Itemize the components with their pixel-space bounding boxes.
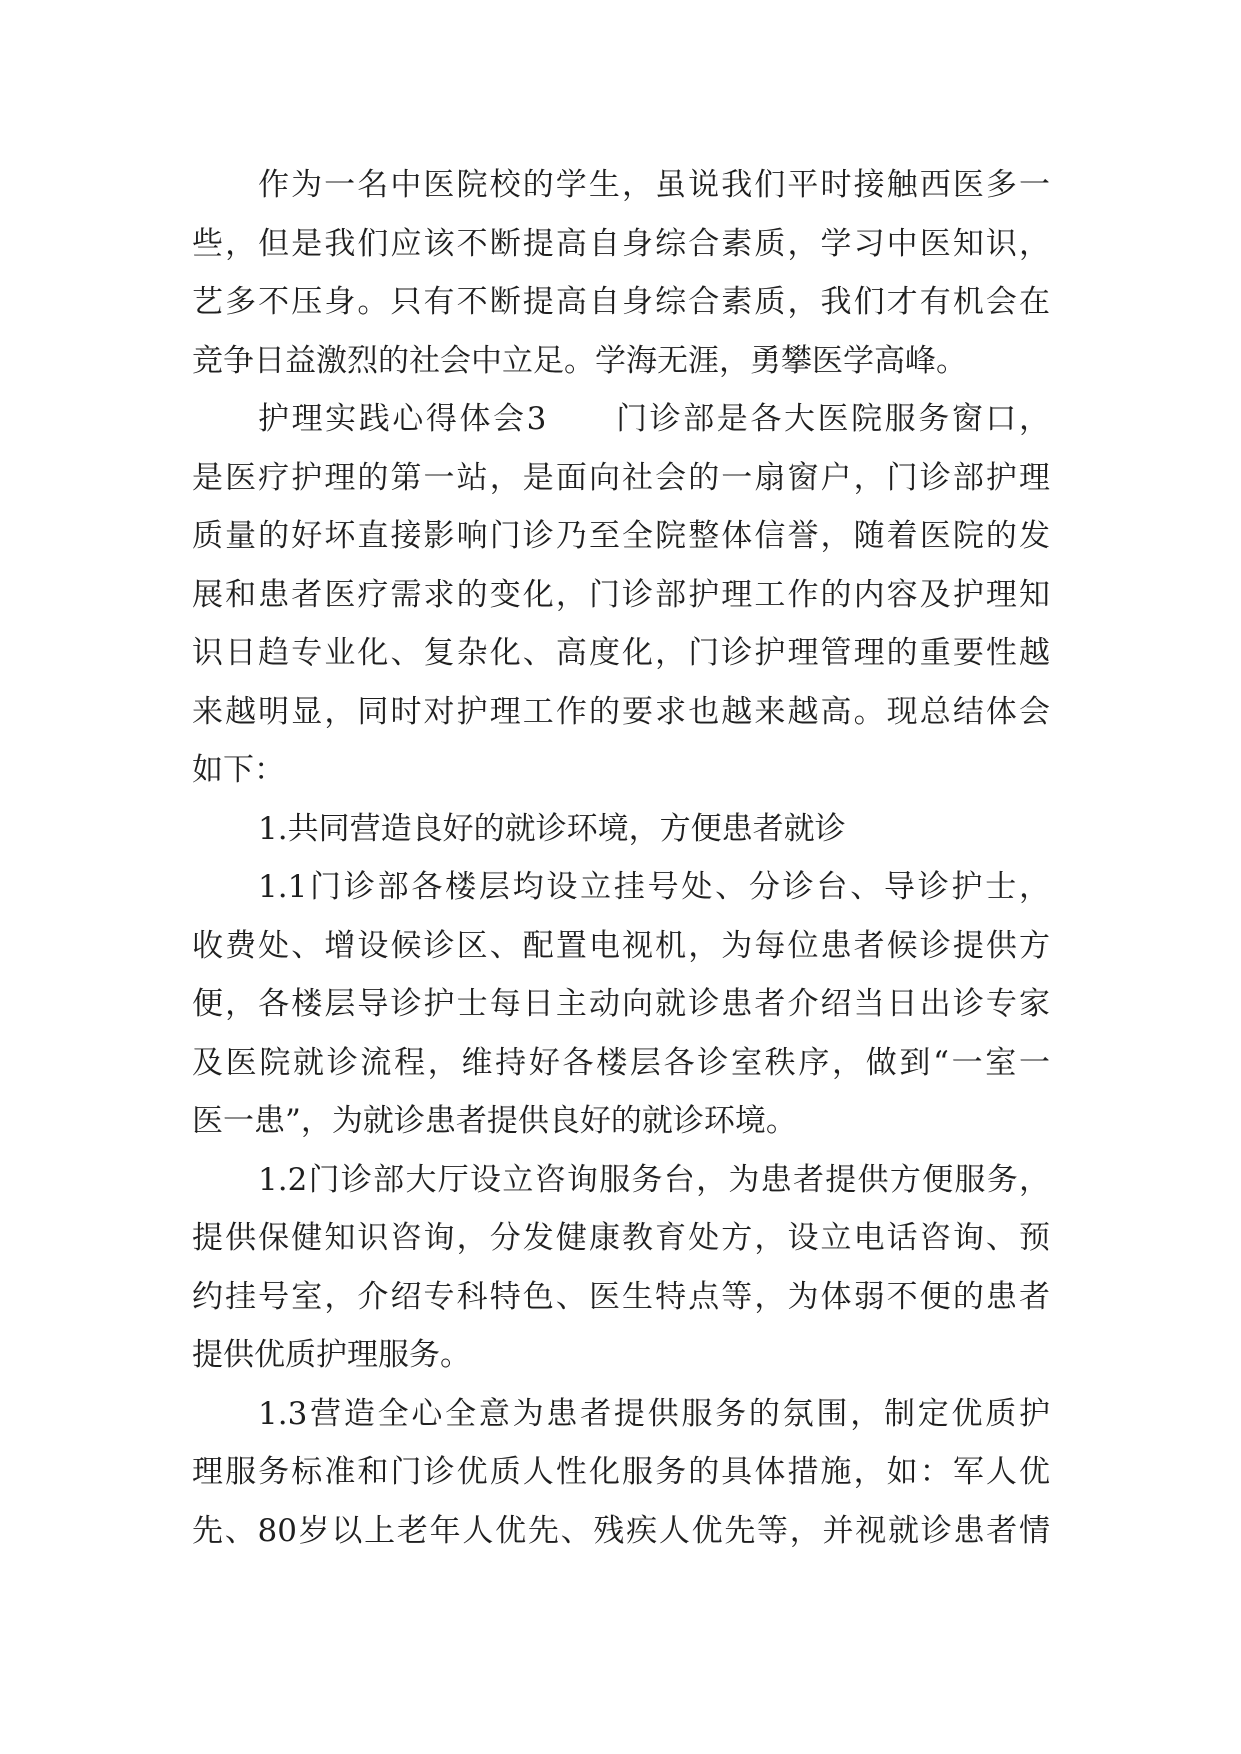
section-heading [192,800,1050,859]
text-line: 护理实践心得体会3 门诊部是各大医院服务窗口， [258,401,1050,437]
text-line: 1.2门诊部大厅设立咨询服务台，为患者提供方便服务， [258,1161,1050,1198]
text-line: 识日趋专业化、复杂化、高度化，门诊护理管理的重要性越 [192,635,1050,671]
text-line: 艺多不压身。只有不断提高自身综合素质，我们才有机会在 [192,284,1050,320]
text-line: 作为一名中医院校的学生，虽说我们平时接触西医多一 [258,167,1050,203]
text-line: 如下： [192,752,285,788]
text-line: 1.共同营造良好的就诊环境，方便患者就诊 [258,810,846,847]
text-line: 1.1门诊部各楼层均设立挂号处、分诊台、导诊护士， [258,869,1050,905]
text-line: 约挂号室，介绍专科特色、医生特点等，为体弱不便的患者 [192,1278,1050,1315]
text-line: 来越明显，同时对护理工作的要求也越来越高。现总结体会 [192,693,1050,730]
text-line: 及医院就诊流程，维持好各楼层各诊室秩序，做到“一室一 [192,1044,1050,1081]
text-line: 提供保健知识咨询，分发健康教育处方，设立电话咨询、预 [192,1220,1050,1256]
text-line: 理服务标准和门诊优质人性化服务的具体措施，如：军人优 [192,1454,1050,1490]
text-line: 1.3营造全心全意为患者提供服务的氛围，制定优质护 [258,1395,1050,1432]
text-line: 收费处、增设候诊区、配置电视机，为每位患者候诊提供方 [192,927,1050,964]
paragraph [192,390,1050,800]
paragraph [192,1385,1050,1561]
document-body [192,156,1050,1560]
paragraph [192,156,1050,390]
text-line: 是医疗护理的第一站，是面向社会的一扇窗户，门诊部护理 [192,459,1050,496]
text-line: 质量的好坏直接影响门诊乃至全院整体信誉，随着医院的发 [192,518,1050,554]
text-line: 先、80岁以上老年人优先、残疾人优先等，并视就诊患者情 [192,1512,1050,1549]
text-line: 些，但是我们应该不断提高自身综合素质，学习中医知识， [192,225,1050,262]
paragraph [192,858,1050,1151]
text-line: 便，各楼层导诊护士每日主动向就诊患者介绍当日出诊专家 [192,986,1050,1022]
text-line: 提供优质护理服务。 [192,1337,471,1373]
text-line: 医一患”，为就诊患者提供良好的就诊环境。 [192,1103,797,1139]
text-line: 展和患者医疗需求的变化，门诊部护理工作的内容及护理知 [192,576,1050,613]
paragraph [192,1151,1050,1385]
text-line: 竞争日益激烈的社会中立足。学海无涯，勇攀医学高峰。 [192,342,967,379]
